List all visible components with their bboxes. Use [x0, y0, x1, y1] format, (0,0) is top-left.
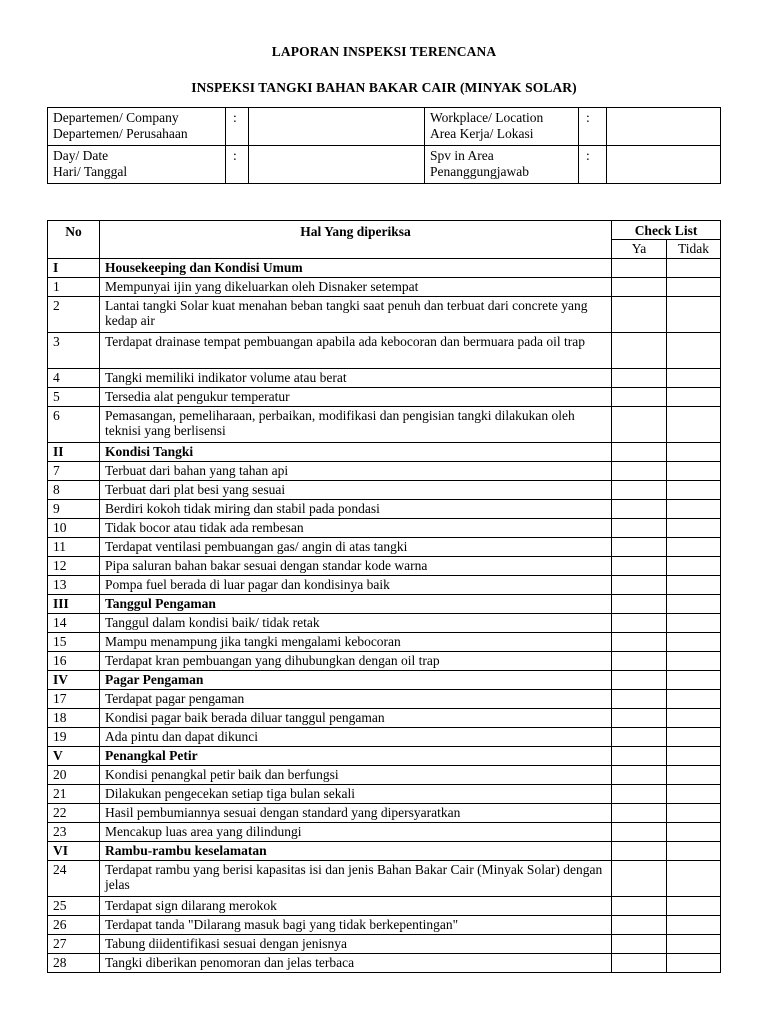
check-tidak-cell[interactable] — [667, 499, 721, 518]
check-ya-cell[interactable] — [612, 387, 667, 406]
item-text: Mempunyai ijin yang dikeluarkan oleh Disnaker setempat — [100, 277, 612, 296]
row-number: 22 — [48, 803, 100, 822]
checklist-row — [48, 387, 721, 406]
report-subtitle: INSPEKSI TANGKI BAHAN BAKAR CAIR (MINYAK SOLAR) — [191, 80, 577, 95]
row-number: 16 — [48, 651, 100, 670]
section-title: Penangkal Petir — [100, 746, 612, 765]
item-text: Terbuat dari plat besi yang sesuai — [100, 480, 612, 499]
info-label-line: Departemen/ Perusahaan — [53, 125, 188, 141]
info-colon: : — [579, 108, 607, 146]
row-number: IV — [48, 670, 100, 689]
item-text: Dilakukan pengecekan setiap tiga bulan sekali — [100, 784, 612, 803]
info-label-line: Area Kerja/ Lokasi — [430, 125, 534, 141]
item-text: Mampu menampung jika tangki mengalami kebocoran — [100, 632, 612, 651]
check-ya-cell[interactable] — [612, 934, 667, 953]
info-right-value-field[interactable] — [607, 108, 721, 146]
item-text: Tanggul dalam kondisi baik/ tidak retak — [100, 613, 612, 632]
checklist-row — [48, 860, 721, 896]
row-number: 28 — [48, 953, 100, 972]
section-row — [48, 442, 721, 461]
row-number: 6 — [48, 406, 100, 442]
checklist-row — [48, 537, 721, 556]
row-number: 13 — [48, 575, 100, 594]
check-tidak-cell[interactable] — [667, 934, 721, 953]
check-tidak-cell[interactable] — [667, 461, 721, 480]
check-ya-cell[interactable] — [612, 461, 667, 480]
checklist-row — [48, 368, 721, 387]
header-checklist: Check List — [612, 221, 721, 240]
info-label-line: Departemen/ Company — [53, 110, 179, 125]
header-ya: Ya — [612, 239, 667, 258]
check-tidak-cell[interactable] — [667, 841, 721, 860]
check-ya-cell[interactable] — [612, 841, 667, 860]
check-tidak-cell[interactable] — [667, 953, 721, 972]
checklist-row — [48, 332, 721, 368]
row-number: 2 — [48, 296, 100, 332]
checklist-row — [48, 480, 721, 499]
check-tidak-cell[interactable] — [667, 258, 721, 277]
checklist-row — [48, 822, 721, 841]
row-number: 9 — [48, 499, 100, 518]
checklist-row — [48, 896, 721, 915]
checklist-row — [48, 727, 721, 746]
item-text: Lantai tangki Solar kuat menahan beban tangki saat penuh dan terbuat dari concrete yang kedap air — [100, 296, 612, 332]
check-tidak-cell[interactable] — [667, 670, 721, 689]
check-ya-cell[interactable] — [612, 953, 667, 972]
check-tidak-cell[interactable] — [667, 803, 721, 822]
row-number: 8 — [48, 480, 100, 499]
checklist-row — [48, 575, 721, 594]
row-number: 10 — [48, 518, 100, 537]
checklist-row — [48, 296, 721, 332]
item-text: Kondisi penangkal petir baik dan berfungsi — [100, 765, 612, 784]
row-number: II — [48, 442, 100, 461]
check-tidak-cell[interactable] — [667, 896, 721, 915]
info-right-label — [425, 146, 579, 184]
item-text: Pipa saluran bahan bakar sesuai dengan standar kode warna — [100, 556, 612, 575]
check-ya-cell[interactable] — [612, 277, 667, 296]
row-number: 24 — [48, 860, 100, 896]
check-tidak-cell[interactable] — [667, 746, 721, 765]
info-label-line: Penanggungjawab — [430, 163, 529, 179]
check-tidak-cell[interactable] — [667, 556, 721, 575]
check-ya-cell[interactable] — [612, 518, 667, 537]
checklist-row — [48, 632, 721, 651]
section-title: Tanggul Pengaman — [100, 594, 612, 613]
check-tidak-cell[interactable] — [667, 784, 721, 803]
row-number: 11 — [48, 537, 100, 556]
checklist-row — [48, 953, 721, 972]
checklist-row — [48, 915, 721, 934]
check-tidak-cell[interactable] — [667, 480, 721, 499]
section-title: Pagar Pengaman — [100, 670, 612, 689]
checklist-row — [48, 406, 721, 442]
check-tidak-cell[interactable] — [667, 518, 721, 537]
checklist-row — [48, 461, 721, 480]
row-number: 26 — [48, 915, 100, 934]
section-row — [48, 258, 721, 277]
check-tidak-cell[interactable] — [667, 860, 721, 896]
row-number: III — [48, 594, 100, 613]
info-right-value-field[interactable] — [607, 146, 721, 184]
item-text: Pompa fuel berada di luar pagar dan kondisinya baik — [100, 575, 612, 594]
info-label-line: Workplace/ Location — [430, 110, 544, 125]
check-tidak-cell[interactable] — [667, 708, 721, 727]
item-text: Berdiri kokoh tidak miring dan stabil pada pondasi — [100, 499, 612, 518]
check-tidak-cell[interactable] — [667, 575, 721, 594]
item-text: Tabung diidentifikasi sesuai dengan jenisnya — [100, 934, 612, 953]
check-ya-cell[interactable] — [612, 499, 667, 518]
row-number: 12 — [48, 556, 100, 575]
row-number: 23 — [48, 822, 100, 841]
item-text: Terdapat rambu yang berisi kapasitas isi dan jenis Bahan Bakar Cair (Minyak Solar) dengan jelas — [100, 860, 612, 896]
item-text: Tangki diberikan penomoran dan jelas terbaca — [100, 953, 612, 972]
info-label-line: Hari/ Tanggal — [53, 163, 128, 179]
check-tidak-cell[interactable] — [667, 406, 721, 442]
row-number: 3 — [48, 332, 100, 368]
row-number: 14 — [48, 613, 100, 632]
item-text: Hasil pembumiannya sesuai dengan standard yang dipersyaratkan — [100, 803, 612, 822]
checklist-table — [47, 220, 721, 973]
row-number: 19 — [48, 727, 100, 746]
info-row — [48, 146, 721, 184]
row-number: V — [48, 746, 100, 765]
checklist-row — [48, 277, 721, 296]
info-colon: : — [226, 146, 249, 184]
check-tidak-cell[interactable] — [667, 651, 721, 670]
info-label-line: Spv in Area — [430, 148, 494, 163]
row-number: 4 — [48, 368, 100, 387]
row-number: 1 — [48, 277, 100, 296]
row-number: 5 — [48, 387, 100, 406]
check-tidak-cell[interactable] — [667, 442, 721, 461]
header-no: No — [48, 221, 100, 259]
check-ya-cell[interactable] — [612, 575, 667, 594]
item-text: Mencakup luas area yang dilindungi — [100, 822, 612, 841]
check-tidak-cell[interactable] — [667, 822, 721, 841]
check-ya-cell[interactable] — [612, 296, 667, 332]
check-ya-cell[interactable] — [612, 708, 667, 727]
item-text: Terdapat sign dilarang merokok — [100, 896, 612, 915]
info-left-value-field[interactable] — [249, 108, 425, 146]
row-number: 25 — [48, 896, 100, 915]
row-number: 27 — [48, 934, 100, 953]
check-ya-cell[interactable] — [612, 406, 667, 442]
checklist-row — [48, 556, 721, 575]
item-text: Terdapat drainase tempat pembuangan apabila ada kebocoran dan bermuara pada oil trap — [100, 332, 612, 368]
row-number: 17 — [48, 689, 100, 708]
item-text: Kondisi pagar baik berada diluar tanggul pengaman — [100, 708, 612, 727]
check-ya-cell[interactable] — [612, 746, 667, 765]
section-row — [48, 670, 721, 689]
check-tidak-cell[interactable] — [667, 594, 721, 613]
check-ya-cell[interactable] — [612, 480, 667, 499]
info-right-label — [425, 108, 579, 146]
info-row — [48, 108, 721, 146]
checklist-row — [48, 518, 721, 537]
item-text: Tangki memiliki indikator volume atau berat — [100, 368, 612, 387]
check-ya-cell[interactable] — [612, 332, 667, 368]
check-tidak-cell[interactable] — [667, 277, 721, 296]
row-number: 15 — [48, 632, 100, 651]
check-ya-cell[interactable] — [612, 822, 667, 841]
check-tidak-cell[interactable] — [667, 613, 721, 632]
check-ya-cell[interactable] — [612, 368, 667, 387]
check-ya-cell[interactable] — [612, 765, 667, 784]
check-ya-cell[interactable] — [612, 896, 667, 915]
check-ya-cell[interactable] — [612, 537, 667, 556]
info-left-label — [48, 146, 226, 184]
check-tidak-cell[interactable] — [667, 537, 721, 556]
info-left-label — [48, 108, 226, 146]
check-tidak-cell[interactable] — [667, 368, 721, 387]
check-ya-cell[interactable] — [612, 632, 667, 651]
check-ya-cell[interactable] — [612, 442, 667, 461]
check-ya-cell[interactable] — [612, 258, 667, 277]
check-ya-cell[interactable] — [612, 613, 667, 632]
item-text: Terdapat ventilasi pembuangan gas/ angin di atas tangki — [100, 537, 612, 556]
report-title: LAPORAN INSPEKSI TERENCANA — [271, 44, 497, 59]
item-text: Pemasangan, pemeliharaan, perbaikan, modifikasi dan pengisian tangki dilakukan oleh teknisi yang berlisensi — [100, 406, 612, 442]
check-ya-cell[interactable] — [612, 784, 667, 803]
check-tidak-cell[interactable] — [667, 332, 721, 368]
info-left-value-field[interactable] — [249, 146, 425, 184]
info-table — [47, 107, 721, 184]
checklist-row — [48, 708, 721, 727]
section-title: Housekeeping dan Kondisi Umum — [100, 258, 612, 277]
item-text: Tersedia alat pengukur temperatur — [100, 387, 612, 406]
header-item: Hal Yang diperiksa — [100, 221, 612, 259]
check-ya-cell[interactable] — [612, 727, 667, 746]
item-text: Terbuat dari bahan yang tahan api — [100, 461, 612, 480]
check-ya-cell[interactable] — [612, 803, 667, 822]
checklist-row — [48, 803, 721, 822]
item-text: Terdapat pagar pengaman — [100, 689, 612, 708]
row-number: 18 — [48, 708, 100, 727]
check-ya-cell[interactable] — [612, 594, 667, 613]
row-number: 21 — [48, 784, 100, 803]
row-number: 20 — [48, 765, 100, 784]
section-row — [48, 594, 721, 613]
check-tidak-cell[interactable] — [667, 296, 721, 332]
check-ya-cell[interactable] — [612, 860, 667, 896]
item-text: Tidak bocor atau tidak ada rembesan — [100, 518, 612, 537]
item-text: Terdapat tanda "Dilarang masuk bagi yang tidak berkepentingan" — [100, 915, 612, 934]
row-number: 7 — [48, 461, 100, 480]
item-text: Ada pintu dan dapat dikunci — [100, 727, 612, 746]
section-title: Rambu-rambu keselamatan — [100, 841, 612, 860]
checklist-row — [48, 934, 721, 953]
section-row — [48, 746, 721, 765]
check-tidak-cell[interactable] — [667, 689, 721, 708]
info-colon: : — [226, 108, 249, 146]
check-tidak-cell[interactable] — [667, 632, 721, 651]
checklist-row — [48, 765, 721, 784]
checklist-row — [48, 689, 721, 708]
row-number: VI — [48, 841, 100, 860]
checklist-row — [48, 613, 721, 632]
check-tidak-cell[interactable] — [667, 765, 721, 784]
check-ya-cell[interactable] — [612, 556, 667, 575]
check-ya-cell[interactable] — [612, 651, 667, 670]
check-ya-cell[interactable] — [612, 689, 667, 708]
checklist-row — [48, 784, 721, 803]
info-colon: : — [579, 146, 607, 184]
check-ya-cell[interactable] — [612, 915, 667, 934]
check-tidak-cell[interactable] — [667, 915, 721, 934]
checklist-row — [48, 499, 721, 518]
section-title: Kondisi Tangki — [100, 442, 612, 461]
row-number: I — [48, 258, 100, 277]
checklist-row — [48, 651, 721, 670]
header-tidak: Tidak — [667, 239, 721, 258]
section-row — [48, 841, 721, 860]
check-ya-cell[interactable] — [612, 670, 667, 689]
check-tidak-cell[interactable] — [667, 387, 721, 406]
item-text: Terdapat kran pembuangan yang dihubungkan dengan oil trap — [100, 651, 612, 670]
check-tidak-cell[interactable] — [667, 727, 721, 746]
info-label-line: Day/ Date — [53, 148, 109, 163]
